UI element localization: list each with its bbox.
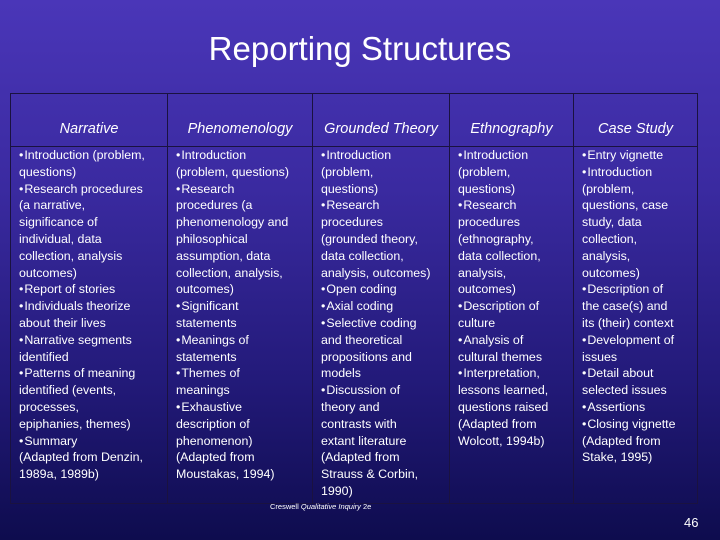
text-line: questions) [19, 164, 77, 179]
text-line: 1990) [321, 483, 353, 498]
text-line: meanings [176, 383, 230, 398]
bullet-item: • Report of stories [19, 281, 163, 298]
bullet-item: • Description of [582, 281, 693, 298]
text-line: data collection, [321, 248, 404, 263]
text-line: (problem, [582, 181, 635, 196]
bullet-item: • Open coding [321, 281, 445, 298]
text-line: (a narrative, [19, 198, 86, 213]
bullet-item: • Narrative segments [19, 332, 163, 349]
text-line: propositions and [321, 349, 412, 364]
text-line: issues [582, 349, 618, 364]
bullet-item: • Research procedures [19, 181, 163, 198]
column-header: Case Study [598, 121, 673, 137]
bullet-item: • Individuals theorize [19, 298, 163, 315]
column-case-study [573, 94, 697, 503]
text-line: (Adapted from [321, 450, 400, 465]
text-line: (Adapted from [176, 450, 255, 465]
text-line: outcomes) [582, 265, 640, 280]
text-line: the case(s) and [582, 299, 668, 314]
bullet-item: • Development of [582, 332, 693, 349]
text-line: processes, [19, 399, 79, 414]
bullet-item: • Introduction [582, 164, 693, 181]
text-line: individual, data [19, 231, 102, 246]
text-line: (problem, [458, 164, 511, 179]
bullet-item: • Research [458, 197, 569, 214]
column-header: Ethnography [470, 121, 553, 137]
bullet-item: • Introduction [321, 147, 445, 164]
source-credit [270, 502, 371, 511]
bullet-item: • Axial coding [321, 298, 445, 315]
bullet-item: • Introduction [176, 147, 308, 164]
text-line: (Adapted from [582, 433, 661, 448]
page-number: 46 [684, 515, 699, 530]
bullet-item: • Introduction [458, 147, 569, 164]
bullet-item: • Research [321, 197, 445, 214]
credit-edition: 2e [362, 502, 372, 511]
text-line: (ethnography, [458, 231, 534, 246]
text-line: Stake, 1995) [582, 450, 653, 465]
bullet-item: • Introduction (problem, [19, 147, 163, 164]
text-line: outcomes) [176, 282, 234, 297]
text-line: procedures (a [176, 198, 253, 213]
text-line: (Adapted from Denzin, [19, 450, 143, 465]
bullet-item: • Assertions [582, 399, 693, 416]
column-header: Phenomenology [187, 121, 293, 137]
text-line: models [321, 366, 361, 381]
bullet-item: • Description of [458, 298, 569, 315]
bullet-item: • Interpretation, [458, 365, 569, 382]
reporting-structures-table [10, 93, 698, 504]
text-line: outcomes) [19, 265, 77, 280]
bullet-item: • Patterns of meaning [19, 365, 163, 382]
column-header: Grounded Theory [324, 121, 438, 137]
column-body [582, 147, 693, 466]
text-line: procedures [458, 215, 520, 230]
text-line: analysis, [582, 248, 631, 263]
text-line: procedures [321, 215, 383, 230]
column-narrative [11, 94, 167, 503]
text-line: questions) [321, 181, 379, 196]
text-line: outcomes) [458, 282, 516, 297]
text-line: cultural themes [458, 349, 543, 364]
text-line: collection, analysis [19, 248, 123, 263]
column-body [458, 147, 569, 449]
text-line: study, data [582, 215, 642, 230]
text-line: (Adapted from [458, 416, 537, 431]
text-line: data collection, [458, 248, 541, 263]
text-line: statements [176, 349, 237, 364]
bullet-item: • Significant [176, 298, 308, 315]
text-line: culture [458, 315, 496, 330]
credit-work: Qualitative Inquiry [300, 502, 361, 511]
bullet-item: • Summary [19, 433, 163, 450]
text-line: its (their) context [582, 315, 674, 330]
text-line: identified [19, 349, 69, 364]
text-line: phenomenon) [176, 433, 253, 448]
text-line: (problem, [321, 164, 374, 179]
bullet-item: • Selective coding [321, 315, 445, 332]
credit-author: Creswell [270, 502, 299, 511]
header-divider [11, 146, 697, 147]
text-line: collection, [582, 231, 638, 246]
bullet-item: • Themes of [176, 365, 308, 382]
text-line: (grounded theory, [321, 231, 418, 246]
text-line: theory and [321, 399, 380, 414]
text-line: statements [176, 315, 237, 330]
text-line: questions raised [458, 399, 549, 414]
bullet-item: • Analysis of [458, 332, 569, 349]
column-ethnography [449, 94, 573, 503]
column-body [176, 147, 308, 483]
text-line: questions, case [582, 198, 669, 213]
text-line: questions) [458, 181, 516, 196]
slide-title: Reporting Structures [208, 30, 512, 67]
column-header: Narrative [59, 121, 119, 137]
text-line: extant literature [321, 433, 407, 448]
text-line: philosophical [176, 231, 248, 246]
bullet-item: • Detail about [582, 365, 693, 382]
text-line: identified (events, [19, 383, 117, 398]
text-line: significance of [19, 215, 98, 230]
text-line: Strauss & Corbin, [321, 467, 419, 482]
bullet-item: • Closing vignette [582, 416, 693, 433]
text-line: 1989a, 1989b) [19, 467, 99, 482]
bullet-item: • Discussion of [321, 382, 445, 399]
text-line: collection, analysis, [176, 265, 283, 280]
bullet-item: • Research [176, 181, 308, 198]
text-line: description of [176, 416, 250, 431]
column-body [321, 147, 445, 500]
text-line: phenomenology and [176, 215, 289, 230]
text-line: epiphanies, themes) [19, 416, 131, 431]
text-line: (problem, questions) [176, 164, 289, 179]
text-line: lessons learned, [458, 383, 549, 398]
text-line: Wolcott, 1994b) [458, 433, 545, 448]
text-line: contrasts with [321, 416, 397, 431]
text-line: Moustakas, 1994) [176, 467, 275, 482]
text-line: about their lives [19, 315, 106, 330]
bullet-item: • Exhaustive [176, 399, 308, 416]
text-line: analysis, [458, 265, 507, 280]
bullet-item: • Meanings of [176, 332, 308, 349]
column-body [19, 147, 163, 483]
text-line: analysis, outcomes) [321, 265, 431, 280]
bullet-item: • Entry vignette [582, 147, 693, 164]
text-line: and theoretical [321, 332, 403, 347]
text-line: assumption, data [176, 248, 271, 263]
column-grounded-theory [312, 94, 449, 503]
column-phenomenology [167, 94, 312, 503]
text-line: selected issues [582, 383, 667, 398]
